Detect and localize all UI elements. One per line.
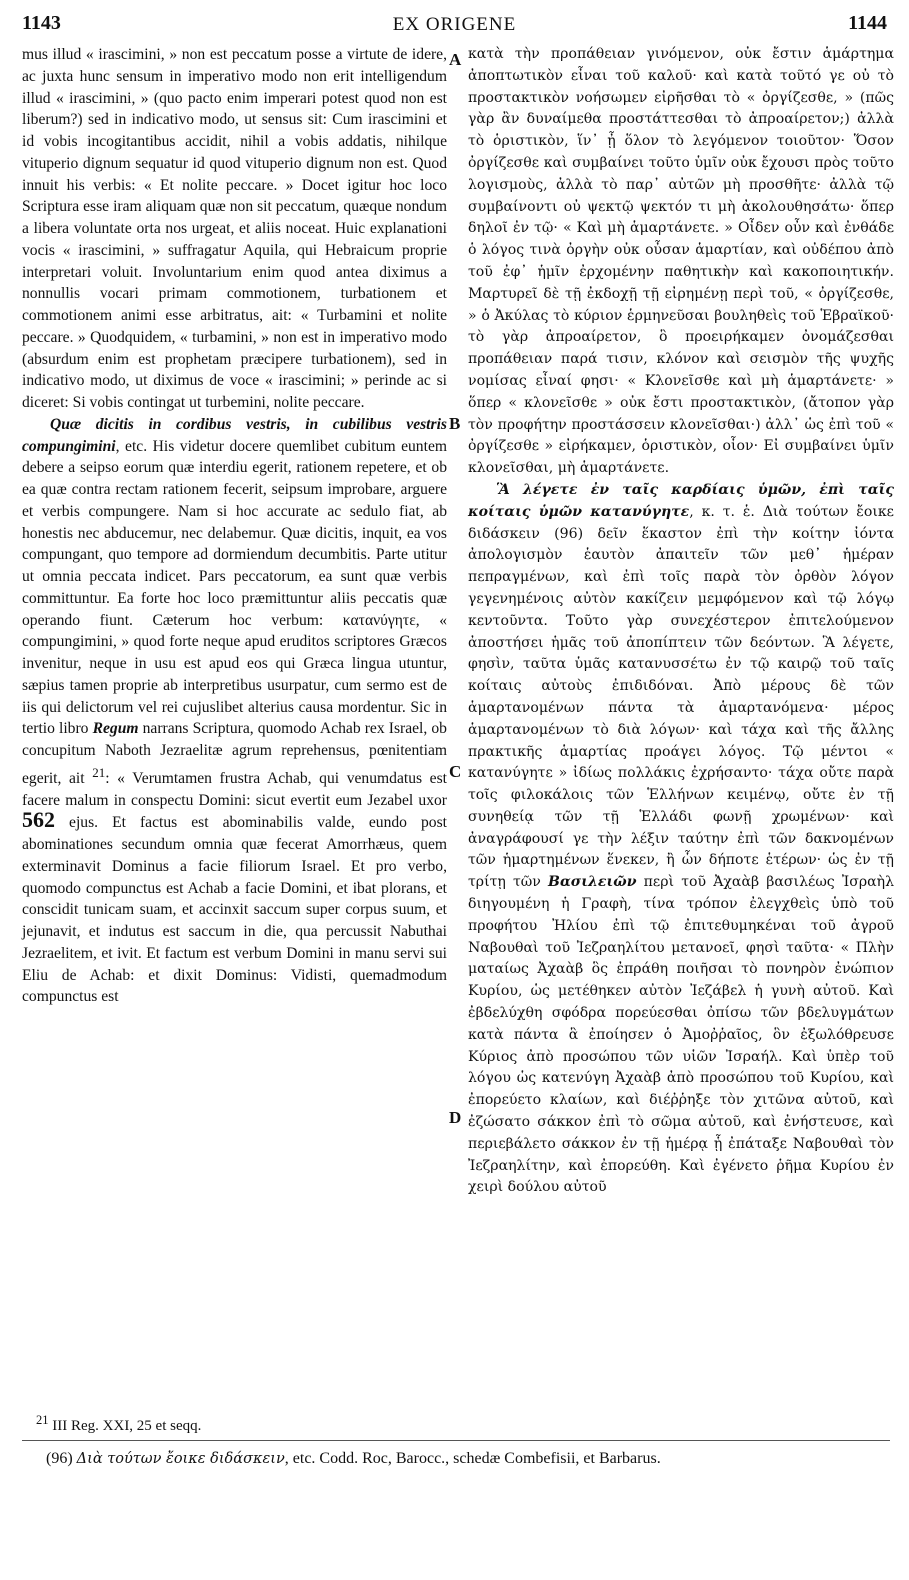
footnote-96 [46, 1450, 661, 1468]
footnote-divider [22, 1440, 890, 1441]
latin-book-title: Regum [92, 720, 139, 738]
footnote-96-number: (96) [46, 1450, 73, 1467]
margin-letter-b: B [449, 414, 461, 433]
latin-text-a: , etc. His videtur docere quemlibet cubitum euntem debere a seipso eorum quæ interdiu egerit, rationem repetere, et ob ea quæ contra rectam rationem fecerit, seipsum improbare, arguere et verbis compungere. Nam si hoc accurate ac sedulo fiat, ab honestis nec abducemur, nec delabemur. Quæ dicitis, inquit, ea vos compungant, quo tempore ad dormiendum decumbitis. Parte utitur ut omnia peccata indicet. Pars peccatorum, ea sunt quæ verbis committuntur. Ea forte hoc loco præmittuntur aliis peccatis quæ operando fiunt. Cæterum hoc verbum: κατανύγητε, « compungimini, » quod forte neque apud eruditos scriptores Græcos invenitur, neque in usu est apud eos qui Græca lingua utuntur, sæpius tamen proprie ab interpretibus usurpatur, cum sermo est de iis qui delictorum vel rei cujuslibet alterius causa mordentur. Sic in tertio libro [22, 437, 447, 738]
footnote-21-text: III Reg. XXI, 25 et seqq. [52, 1418, 202, 1434]
page-header [22, 12, 887, 42]
column-number: 562 [22, 807, 55, 833]
margin-letter-c: C [449, 762, 462, 781]
greek-lemma: Ἃ λέγετε ἐν ταῖς καρδίαις ὑμῶν, ἐπὶ ταῖς κοίταις ὑμῶν κατανύγητε [468, 481, 894, 520]
footnote-21 [36, 1413, 201, 1435]
running-title: EX ORIGENE [392, 14, 517, 35]
margin-letter-a: A [449, 50, 462, 69]
latin-column [22, 44, 447, 1008]
footnote-96-greek: Διὰ τούτων ἔοικε διδάσκειν [76, 1451, 285, 1467]
latin-paragraph-2 [22, 414, 447, 1008]
page-number-left: 1143 [22, 12, 61, 34]
latin-lemma: Quæ dicitis in cordibus vestris, in cubilibus vestris compungimini [22, 415, 447, 455]
footnote-21-number: 21 [36, 1413, 49, 1427]
latin-text-d: ejus. Et factus est abominabilis valde, eundo post abominationes secundum omnia quæ fecerat Amorrhæus, quem exterminavit Dominus a facie filiorum Israel. Et pro verbo, quomodo compunctus est Achab a facie Domini, et ibat plorans, et conscidit tunicam suam, et accinxit saccum super corpus suum, et jejunavit, et indutus est saccum in die, qua percussit Nabuthai Jezraelitem, et ivit. Et factum est verbum Domini in manu servi sui Eliu de Achab: et dixit Dominus: Vidisti, quemadmodum compunctus est [22, 814, 447, 1006]
latin-text-c: : « Verumtamen frustra Achab, qui venumdatus est facere malum in conspectu Domini: sicut evertit eum Jezabel uxor [22, 769, 447, 809]
footnote-96-text: , etc. Codd. Roc, Barocc., schedæ Combefisii, et Barbarus. [284, 1450, 661, 1467]
greek-paragraph-2 [468, 480, 894, 1199]
latin-text-b: narrans Scriptura, quomodo Achab rex Israel, ob concupitum Naboth Jezraelitæ agrum reprehensus, pœnitentiam egerit, ait [22, 720, 447, 787]
greek-column [468, 44, 894, 1199]
greek-book-title: Βασιλειῶν [548, 874, 637, 891]
greek-text-c: περὶ τοῦ Ἀχαὰβ βασιλέως Ἰσραὴλ διηγουμένη ἡ Γραφὴ, τίνα τρόπον ἐλεγχθεὶς ὑπὸ τοῦ προφήτου Ἠλίου ἐπὶ τῷ ἐπιτεθυμηκέναι τοῦ ἀγροῦ Ναβουθαὶ τοῦ Ἰεζραηλίτου μετανοεῖ, φησὶ ταῦτα· « Πλὴν ματαίως Ἀχαὰβ ὃς ἐπράθη ποιῆσαι τὸ πονηρὸν ἐνώπιον Κυρίου, ὡς μετέθηκεν αὐτὸν Ἰεζάβελ ἡ γυνὴ αὐτοῦ. Καὶ ἐβδελύχθη σφόδρα πορεύεσθαι ὀπίσω τῶν βδελυγμάτων κατὰ πάντα ἃ ἐποίησεν ὁ Ἀμοῤῥαῖος, ὃν ἐξωλόθρευσε Κύριος ἀπὸ προσώπου τῶν υἱῶν Ἰσραήλ. Καὶ ὑπὲρ τοῦ λόγου ὡς κατενύγη Ἀχαὰβ ἀπὸ προσώπου τοῦ Κυρίου, καὶ ἐπορεύετο κλαίων, καὶ διέῤῥηξε τὸν χιτῶνα αὐτοῦ, καὶ ἐζώσατο σάκκον ἐπὶ τὸ σῶμα αὐτοῦ, καὶ ἐνήστευσε, καὶ περιεβάλετο σάκκον ἐν τῇ ἡμέρᾳ ᾗ ἐπάταξε Ναβουθαὶ τὸν Ἰεζραηλίτην, καὶ ἐπορεύθη. Καὶ ἐγένετο ῥῆμα Κυρίου ἐν χειρὶ δούλου αὐτοῦ [468, 874, 895, 1196]
latin-paragraph-1: mus illud « irascimini, » non est peccatum posse a virtute de idere, ac juxta hunc sensum in imperativo modo non erit intelligendum illud « irascimini, » (quo pacto enim imperari potest quod non est liberum?) sed in indicativo modo, ut sensus sit: Cum irascimini et id vobis incogitantibus accidit, nihil a vobis addatis, nihilque vituperio dignum sequatur id quod vituperio dignum non est. Quod innuit his verbis: « Et nolite peccare. » Docet igitur hoc loco Scriptura esse iram aliquam quæ non sit peccatum, quæque nondum a libera voluntate orta nos urgeat, et aliis noceat. Huic explanationi vocis « irascimini, » suffragatur Aquila, qui Hebraicum proprie interpretari voluit. Involuntarium enim quod antea diximus a nonnullis vocari primam commotionem, turbationem et commotionem animi esse arbitratus, ait: « Turbamini et nolite peccare. » Quodquidem, « turbamini, » non est in imperativo modo (absurdum enim est prophetam præcipere turbationem), sed in indicativo modo, ut diximus de voce « irascimini; » perinde ac si diceret: Si vobis contingat ut turbemini, nolite peccare. [22, 46, 447, 411]
greek-text-b: δεῖν ἕκαστον ἐπὶ τὴν κοίτην ἰόντα ἀπολογισμὸν ἑαυτὸν ἀπαιτεῖν τῶν μεθ᾽ ἡμέραν πεπραγμένων, καὶ ἐπὶ τοῖς παρὰ τὸν ὀρθὸν λόγον γεγενημένοις αὐτὸν κακίζειν μεμφόμενον καὶ τῷ λόγῳ κεντοῦντα. Τοῦτο γὰρ συνεχέστερον ἐπιτελούμενον ἀποστήσει ἡμᾶς τοῦ ἀποπίπτειν τῶν δεόντων. Ἃ λέγετε, φησὶν, ταῦτα ὑμᾶς κατανυσσέτω ἐν τῷ καιρῷ τοῦ ταῖς κοίταις αὐτοὺς ἐπιδιδόναι. Ἀπὸ μέρους δὲ τῶν ἁμαρτανομένων πάντα τὰ ἁμαρτανόμενα· μέρος ἁμαρτανομένων τὸ διὰ λόγων· καὶ τάχα καὶ τῆς ἄλλης πρακτικῆς ἁμαρτίας προάγει λόγος. Τῷ μέντοι « κατανύγητε » ἰδίως πολλάκις ἐχρήσαντο· τάχα οὔτε παρὰ τοῖς φιλοκάλοις τῶν Ἑλλήνων κειμένῳ, οὔτε ἐν τῇ συνηθείᾳ τῶν τῇ Ἑλλάδι φωνῇ χρωμένων· καὶ ἀναγράφουσί γε τὴν λέξιν ταύτην ἐπὶ τῶν δακνομένων τῶν ἡμαρτημένων ἕνεκεν, ἢ ὧν δήποτε ἑτέρων· ὡς ἐν τῇ τρίτῃ τῶν [468, 525, 894, 891]
footnote-reference-21: 21 [92, 764, 106, 780]
note-reference-96: (96) [554, 525, 584, 542]
margin-letter-d: D [449, 1108, 462, 1127]
page-number-right: 1144 [848, 12, 887, 34]
greek-text-a: , κ. τ. ἑ. Διὰ τούτων ἔοικε διδάσκειν [468, 503, 894, 542]
greek-paragraph-1: κατὰ τὴν προπάθειαν γινόμενον, οὐκ ἔστιν ἁμάρτημα ἀποπτωτικὸν εἶναι τοῦ καλοῦ· καὶ κατὰ τοῦτό γε οὐ τὸ προστακτικὸν νοήσωμεν εἰρῆσθαι τὸ « ὀργίζεσθε, » (πῶς γὰρ ἂν δυναίμεθα προστάττεσθαι τὸ ἀπροαίρετον;) ἀλλὰ τὸ ὁριστικὸν, ἵν᾽ ᾖ ὅλον τὸ λεγόμενον τοιοῦτον· Ὅσον ὀργίζεσθε καὶ συμβαίνει τοῦτο ὑμῖν οὐκ ἔχουσι πρὸς τοῦτο λογισμοὺς, ἀλλὰ τὸ παρ᾽ αὐτῶν μὴ προσθῆτε· ἀλλὰ τῷ συμβαίνοντι οὐ ψεκτῷ ψεκτόν τι μὴ ἀκολουθησάτω· ὅπερ δηλοῖ ἐν τῷ· « Καὶ μὴ ἁμαρτάνετε. » Οἶδεν οὖν καὶ ἐνθάδε ὁ λόγος τινὰ ὀργὴν οὐκ οὖσαν ἁμαρτίαν, καὶ οὐδέπου ἀπὸ τοῦ ἐφ᾽ ἡμῖν ἐρχομένην παθητικὴν καὶ κακοποιητικήν. Μαρτυρεῖ δὲ τῇ ἐκδοχῇ τῇ εἰρημένῃ περὶ τοῦ, « ὀργίζεσθε, » ὁ Ἀκύλας τὸ κύριον ἑρμηνεῦσαι βουληθεὶς τοῦ Ἑβραϊκοῦ· τὸ γὰρ ἀπροαίρετον, ὃ προειρήκαμεν ὀνομάζεσθαι προπάθειαν παρά τισιν, κλόνον καὶ σεισμὸν τῆς ψυχῆς νομίσας εἶναί φησι· « Κλονεῖσθε καὶ μὴ ἁμαρτάνετε· » ὅπερ « κλονεῖσθε » οὐκ ἔστι προστακτικὸν, (ἄτοπον γὰρ τὸν προφήτην προστάσσειν κλονεῖσθαι·) ἀλλ᾽ ὡς ἐπὶ τοῦ « ὀργίζεσθε » εἰρήκαμεν, ὁριστικὸν, οἷον· Εἰ συμβαίνει ὑμῖν κλονεῖσθαι, μὴ ἁμαρτάνετε. [468, 46, 894, 477]
